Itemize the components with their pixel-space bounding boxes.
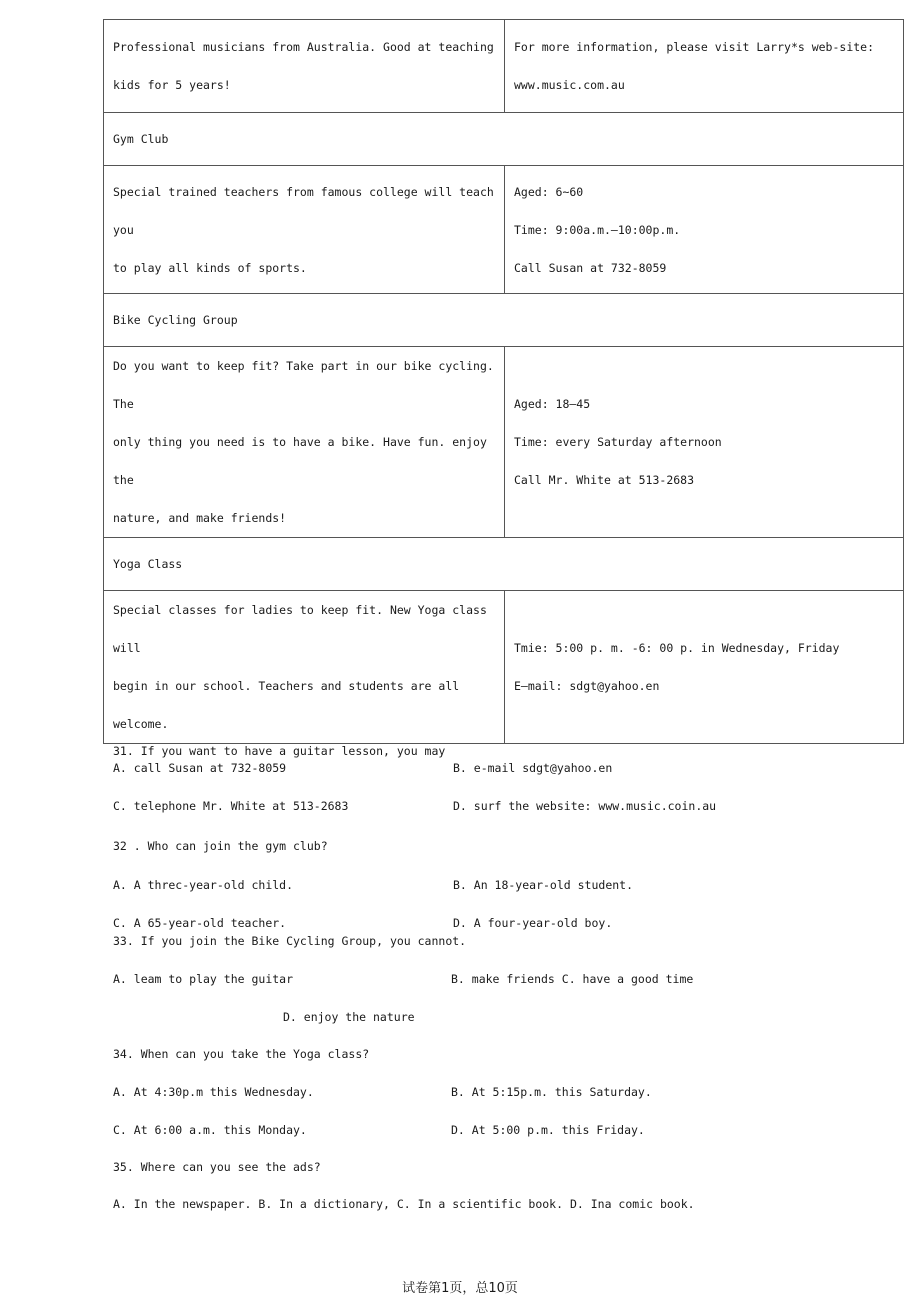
page-footer: 试卷第1页，总10页 bbox=[402, 1281, 518, 1296]
cell-line: For more information, please visit Larry*s web-site: bbox=[514, 40, 875, 54]
question-32-option-d: D. A four-year-old boy. bbox=[453, 916, 613, 930]
cell-line: kids for 5 years! bbox=[113, 78, 231, 92]
cell-line: Call Susan at 732-8059 bbox=[514, 260, 667, 275]
question-34-option-b: B. At 5:15p.m. this Saturday. bbox=[451, 1085, 652, 1099]
question-34-stem: 34. When can you take the Yoga class? bbox=[113, 1047, 370, 1061]
music-info-cell bbox=[505, 20, 904, 113]
yoga-info-cell bbox=[505, 591, 904, 744]
cell-line: nature, and make friends! bbox=[113, 511, 287, 525]
gym-info-cell bbox=[505, 166, 904, 294]
gym-club-heading: Gym Club bbox=[104, 113, 904, 166]
cell-line: E—mail: sdgt@yahoo.en bbox=[514, 679, 660, 693]
cell-line: only thing you need is to have a bike. Have fun. enjoy the bbox=[113, 435, 487, 487]
table-row bbox=[104, 166, 904, 294]
website-text: www.music.com.au bbox=[514, 78, 625, 92]
cell-line: Professional musicians from Australia. Good at teaching bbox=[113, 40, 494, 54]
question-31-option-c: C. telephone Mr. White at 513-2683 bbox=[113, 799, 349, 813]
yoga-class-heading: Yoga Class bbox=[104, 538, 904, 591]
table-row bbox=[104, 591, 904, 744]
bike-description-cell bbox=[104, 347, 505, 538]
question-32-option-a: A. A threc-year-old child. bbox=[113, 878, 294, 892]
question-33-option-a: A. leam to play the guitar bbox=[113, 972, 294, 986]
cell-line: begin in our school. Teachers and students are all welcome. bbox=[113, 679, 460, 731]
cell-line: Time: every Saturday afternoon bbox=[514, 435, 722, 449]
cell-line: to play all kinds of sports. bbox=[113, 260, 307, 275]
ads-table bbox=[103, 19, 904, 744]
cell-line: Aged: 18—45 bbox=[514, 397, 591, 411]
bike-group-heading: Bike Cycling Group bbox=[104, 294, 904, 347]
cell-line: Special trained teachers from famous college will teach you bbox=[113, 184, 494, 237]
gym-description-cell bbox=[104, 166, 505, 294]
table-row bbox=[104, 113, 904, 166]
question-35-options: A. In the newspaper. B. In a dictionary, C. In a scientific book. D. Ina comic book. bbox=[113, 1197, 695, 1211]
bike-info-cell bbox=[505, 347, 904, 538]
table-row bbox=[104, 347, 904, 538]
table-row bbox=[104, 294, 904, 347]
question-33-option-d: D. enjoy the nature bbox=[283, 1010, 415, 1024]
question-31-stem: 31. If you want to have a guitar lesson, you may bbox=[113, 744, 446, 758]
cell-line: Call Mr. White at 513-2683 bbox=[514, 473, 695, 487]
question-35-stem: 35. Where can you see the ads? bbox=[113, 1160, 321, 1174]
question-33-option-bc: B. make friends C. have a good time bbox=[451, 972, 694, 986]
table-row bbox=[104, 538, 904, 591]
question-32-option-b: B. An 18-year-old student. bbox=[453, 878, 634, 892]
table-row bbox=[104, 20, 904, 113]
question-32-stem: 32 . Who can join the gym club? bbox=[113, 839, 328, 853]
music-description-cell bbox=[104, 20, 505, 113]
question-33-stem: 33. If you join the Bike Cycling Group, you cannot. bbox=[113, 934, 467, 948]
question-34-option-d: D. At 5:00 p.m. this Friday. bbox=[451, 1123, 645, 1137]
question-31-option-b: B. e-mail sdgt@yahoo.en bbox=[453, 761, 613, 775]
cell-line: Aged: 6~60 bbox=[514, 184, 584, 199]
question-31-option-d: D. surf the website: www.music.coin.au bbox=[453, 799, 717, 813]
cell-line: Time: 9:00a.m.—10:00p.m. bbox=[514, 222, 681, 237]
question-31-option-a: A. call Susan at 732-8059 bbox=[113, 761, 287, 775]
cell-line: Special classes for ladies to keep fit. New Yoga class will bbox=[113, 603, 487, 655]
question-32-option-c: C. A 65-year-old teacher. bbox=[113, 916, 287, 930]
cell-line: Tmie: 5:00 p. m. -6: 00 p. in Wednesday, Friday bbox=[514, 641, 840, 655]
question-34-option-c: C. At 6:00 a.m. this Monday. bbox=[113, 1123, 307, 1137]
cell-line: Do you want to keep fit? Take part in our bike cycling. The bbox=[113, 359, 494, 411]
yoga-description-cell bbox=[104, 591, 505, 744]
question-34-option-a: A. At 4:30p.m this Wednesday. bbox=[113, 1085, 314, 1099]
